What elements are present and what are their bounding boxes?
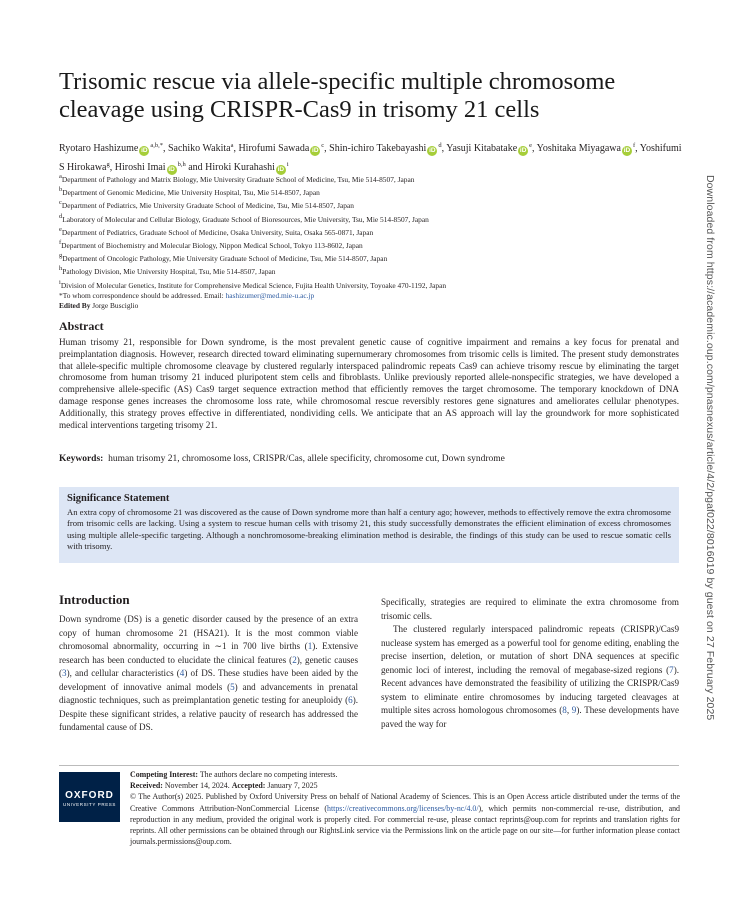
reference-link[interactable]: 4: [179, 668, 185, 678]
oxford-university-press-logo: OXFORD UNIVERSITY PRESS: [59, 772, 120, 822]
affiliation-marker: c: [321, 142, 325, 149]
affiliation-item: $^i$Division of Molecular Genetics, Institute for Comprehensive Medical Science, Fujita Health University, Toyoake 470-1192, Japan: [59, 278, 447, 290]
affiliation-item: $^h$Pathology Division, Mie University Hospital, Tsu, Mie 514-8507, Japan: [59, 265, 276, 277]
dates: Received: November 14, 2024. Accepted: January 7, 2025: [130, 781, 318, 791]
affiliation-item: $^a$Department of Pathology and Matrix Biology, Mie University Graduate School of Medicine, Tsu, Mie 514-8507, Japan: [59, 173, 415, 184]
introduction-heading: Introduction: [59, 592, 130, 607]
reference-link[interactable]: 1: [307, 641, 313, 651]
keywords: [59, 454, 679, 464]
affiliation-item: $^d$Laboratory of Molecular and Cellular Biology, Graduate School of Bioresources, Mie University, Tsu, Mie 514-8507, Japan: [59, 212, 429, 224]
reference-link[interactable]: 7: [669, 664, 674, 675]
affiliation-marker: b,h: [177, 161, 186, 168]
orcid-icon[interactable]: iD: [519, 147, 527, 154]
license-text: © The Author(s) 2025. Published by Oxford University Press on behalf of National Academy of Sciences. This is an Open Access article distributed under the terms of the Creative Commons Attribution-NonCommercial License (https://creativecommons.org/licenses/by-nc/4.0/), which permits non-commercial re-use, distribution, and reproduction in any medium, provided the original work is properly cited. For commercial re-use, please contact reprints@oup.com for reprints and translation rights for reprints. All other permissions can be obtained through our RightsLink service via the Permissions link on the article page on our site—for further information please contact journals.permissions@oup.com.: [130, 792, 681, 847]
author-name: Hiroki Kurahashi: [205, 162, 275, 173]
affiliation-marker: g: [106, 161, 110, 168]
correspondence-email-link[interactable]: hashizumer@med.mie-u.ac.jp: [225, 290, 315, 300]
author-name: Hiroshi Imai: [114, 162, 166, 173]
introduction-paragraph: The clustered regularly interspaced palindromic repeats (CRISPR)/Cas9 nuclease system has emerged as a powerful tool for genome editing, enabling the precise insertion, deletion, or mutation of short DNA sequences at specific genomic loci of interest, including the removal of megabase-sized regions (7). Recent advances have demonstrated the feasibility of utilizing the CRISPR/Cas9 system to eliminate entire chromosomes by inducing targeted cleavages at multiple sites across homologous chromosomes (8, 9). These developments have paved the way for: [381, 624, 679, 729]
introduction-column-right: [381, 596, 679, 731]
author-name: Shin-ichiro Takebayashi: [329, 143, 427, 154]
orcid-icon[interactable]: iD: [623, 147, 631, 154]
affiliation-marker: e: [529, 142, 533, 149]
affiliation-item: $^f$Department of Biochemistry and Molecular Biology, Nippon Medical School, Tokyo 113-8602, Japan: [59, 239, 363, 251]
introduction-column-left: Down syndrome (DS) is a genetic disorder caused by the presence of an extra copy of human chromosome 21 (HSA21). It is the most common viable chromosomal abnormality, occurring in ∼1 in 700 live births (1). Extensive research has been conducted to elucidate the clinical features (2), genetic causes (3), and cellular characteristics (4) of DS. These studies have been aided by the development of innovative animal models (5) and advancements in prenatal diagnostic techniques, such as preimplantation genetic testing for aneuploidy (6). Despite these significant strides, a relative paucity of research has addressed the fundamental cause of DS.: [59, 614, 359, 732]
article-title: Trisomic rescue via allele-specific multiple chromosome cleavage using CRISPR-Cas9 in trisomy 21 cells: [59, 68, 616, 123]
significance-heading: Significance Statement: [67, 493, 170, 504]
affiliation-marker: a,b,*: [150, 142, 163, 149]
competing-interest: Competing Interest: The authors declare no competing interests.: [130, 770, 338, 779]
orcid-icon[interactable]: iD: [312, 147, 319, 154]
author-name: Yoshitaka Miyagawa: [536, 143, 621, 154]
significance-statement-box: [59, 487, 679, 563]
introduction-paragraph: Specifically, strategies are required to eliminate the extra chromosome from trisomic cells.: [381, 597, 679, 621]
abstract-heading: Abstract: [59, 319, 104, 333]
reference-link[interactable]: 5: [230, 681, 235, 692]
orcid-icon[interactable]: iD: [168, 166, 175, 173]
author-name: Yasuji Kitabatake: [446, 143, 518, 154]
article-footer: [130, 769, 680, 847]
affiliation-item: $^g$Department of Oncologic Pathology, Mie University Graduate School of Medicine, Tsu, Mie 514-8507, Japan: [59, 252, 388, 264]
affiliation-marker: f: [632, 142, 636, 149]
affiliation-item: $^b$Department of Genomic Medicine, Mie University Hospital, Tsu, Mie 514-8507, Japan: [59, 186, 320, 198]
keywords-text: human trisomy 21, chromosome loss, CRISPR/Cas, allele specificity, chromosome cut, Down syndrome: [108, 454, 505, 464]
abstract-body: Human trisomy 21, responsible for Down syndrome, is the most prevalent genetic cause of cognitive impairment and remains a key focus for prenatal and preimplantation diagnosis. However, research directed toward eliminating supernumerary chromosomes from trisomic cells is limited. The present study demonstrates that allele-specific multiple chromosome cleavage by clustered regularly interspaced palindromic repeats Cas9 can achieve trisomy rescue by eliminating the target chromosome from human trisomy 21 induced pluripotent stem cells and fibroblasts. Unlike previously reported allele-nonspecific strategies, we have developed a comprehensive allele-specific (AS) Cas9 target sequence extraction method that efficiently removes the target chromosome. The temporary knockdown of DNA damage response genes increases the chromosome loss rate, while chromosomal rescue reversibly restores gene signatures and ameliorates cellular phenotypes. Additionally, this strategy proves effective in differentiated, nondividing cells. We anticipate that an AS approach will lay the groundwork for more sophisticated medical interventions targeting trisomy 21.: [59, 337, 679, 430]
keywords-label: Keywords:: [59, 454, 104, 464]
author-name: Hirofumi Sawada: [238, 143, 310, 154]
reference-link[interactable]: 8: [562, 705, 567, 715]
orcid-icon[interactable]: iD: [141, 147, 148, 154]
orcid-icon[interactable]: iD: [277, 166, 285, 173]
affiliation-item: $^e$Department of Pediatrics, Graduate School of Medicine, Osaka University, Suita, Osaka 565-0871, Japan: [59, 225, 374, 237]
reference-link[interactable]: 2: [292, 654, 297, 665]
affiliation-marker: i: [286, 161, 289, 168]
download-watermark: Downloaded from https://academic.oup.com/pnasnexus/article/4/2/pgaf022/8016019 by guest on 27 February 2025: [704, 175, 716, 721]
edited-by: Edited By Jorge Busciglio: [59, 301, 139, 311]
affiliation-list: [59, 172, 684, 311]
author-name: Yoshifumi S Hirokawa: [59, 143, 682, 173]
correspondence-note: *To whom correspondence should be addressed. Email: hashizumer@med.mie-u.ac.jp: [59, 290, 315, 300]
orcid-icon[interactable]: iD: [429, 147, 436, 154]
affiliation-marker: a: [230, 142, 234, 149]
author-name: Sachiko Wakita: [167, 143, 231, 154]
author-list: Ryotaro Hashizume iD$^{a,b,*}$, Sachiko Wakita$^a$, Hirofumi Sawada iD$^c$, Shin-ichiro Takebayashi iD$^d$, Yasuji Kitabatake iD$^e$, Yoshitaka Miyagawa iD$^f$, Yoshifumi S Hirokawa$^g$, Hiroshi Imai iD$^{b,h}$ and Hiroki Kurahashi iD$^i$: [59, 142, 682, 173]
affiliation-marker: d: [438, 142, 442, 149]
license-link[interactable]: https://creativecommons.org/licenses/by-nc/4.0/: [327, 803, 479, 813]
author-name: Ryotaro Hashizume: [59, 143, 139, 154]
reference-link[interactable]: 3: [62, 668, 67, 678]
affiliation-item: $^c$Department of Pediatrics, Mie University Graduate School of Medicine, Tsu, Mie 514-8507, Japan: [59, 199, 354, 211]
reference-link[interactable]: 9: [571, 705, 577, 715]
reference-link[interactable]: 6: [348, 695, 353, 705]
footer-divider: [59, 765, 679, 766]
significance-body: An extra copy of chromosome 21 was discovered as the cause of Down syndrome more than half a century ago; however, methods to effectively remove the extra chromosome from trisomic cells are lacking. Using a system to rescue human cells with trisomy 21, this study successfully demonstrates the efficient elimination of excess chromosomes using multiple allele-specific targeting. Although a nonchromosome-breaking elimination method is desirable, the findings of this study can be used to rescue somatic cells with trisomy.: [67, 507, 671, 551]
